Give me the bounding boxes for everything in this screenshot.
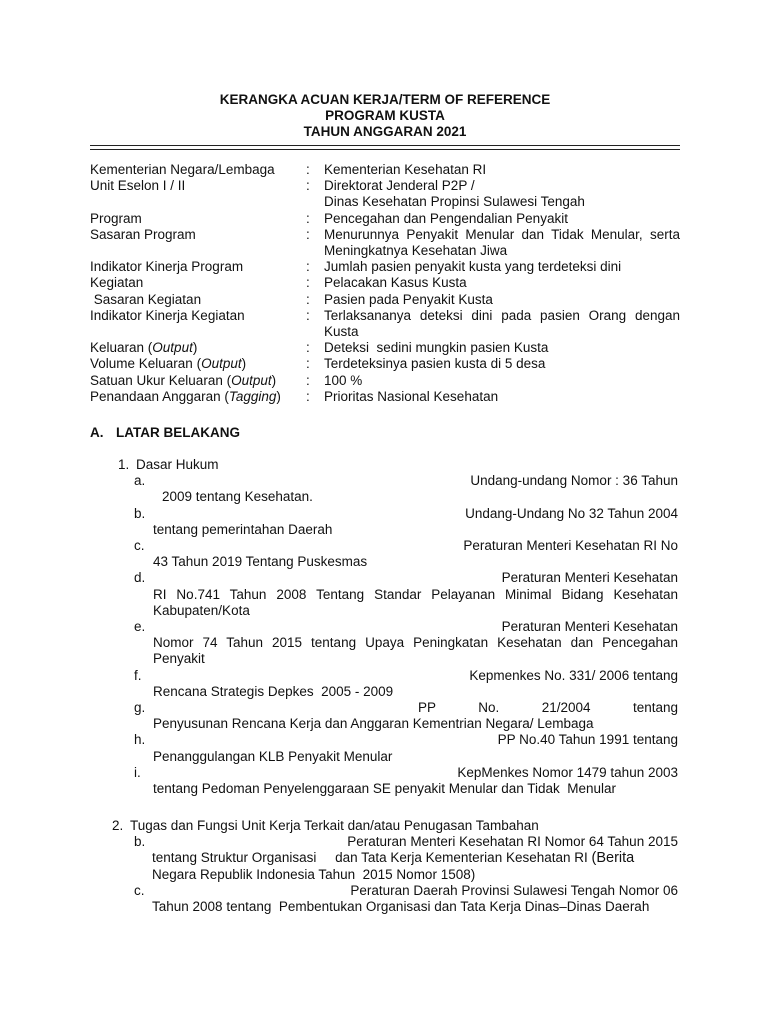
- info-label: [90, 340, 302, 356]
- subsection-number: 2.: [112, 818, 124, 833]
- list-item: [112, 883, 678, 915]
- item-continuation: Rencana Strategis Depkes 2005 - 2009: [153, 683, 394, 699]
- item-first-line: Peraturan Menteri Kesehatan RI Nomor 64 Tahun 2015: [347, 834, 678, 850]
- item-continuation: 2009 tentang Kesehatan.: [162, 489, 313, 505]
- info-row: [90, 389, 680, 405]
- info-value: Kementerian Kesehatan RI: [324, 162, 487, 177]
- label-italic: Output: [152, 340, 193, 356]
- info-colon: :: [306, 275, 310, 291]
- info-value: Terlaksananya deteksi dini pada pasien Orang dengan Kusta: [324, 307, 680, 340]
- info-colon: :: [306, 210, 310, 226]
- item-letter: e.: [134, 619, 146, 635]
- info-value: Prioritas Nasional Kesehatan: [324, 388, 499, 404]
- section-title: LATAR BELAKANG: [116, 425, 240, 440]
- info-row: [90, 340, 680, 356]
- info-row: [90, 373, 680, 389]
- list-item: [112, 834, 678, 883]
- info-value: Jumlah pasien penyakit kusta yang terdeteksi dini: [324, 259, 622, 275]
- label-text: Volume Keluaran (: [90, 356, 202, 372]
- info-colon: :: [306, 356, 310, 372]
- document-title: [80, 92, 690, 140]
- info-colon: :: [306, 340, 310, 356]
- info-row: [90, 275, 680, 291]
- item-letter: c.: [134, 538, 145, 554]
- subsection-title: Dasar Hukum: [136, 457, 219, 472]
- label-italic: Tagging: [228, 388, 277, 404]
- info-label: [90, 356, 302, 372]
- label-text: ): [271, 372, 277, 388]
- label-text: Keluaran (: [90, 340, 153, 356]
- item-first-line: Undang-Undang No 32 Tahun 2004: [465, 505, 678, 521]
- info-row: [90, 162, 680, 178]
- info-label: Kegiatan: [90, 275, 144, 291]
- info-colon: :: [306, 178, 310, 194]
- item-first-line: KepMenkes Nomor 1479 tahun 2003: [457, 764, 678, 780]
- info-colon: :: [306, 307, 310, 323]
- item-continuation: Penyusunan Rencana Kerja dan Anggaran Kementrian Negara/ Lembaga: [153, 716, 594, 732]
- info-label: Program: [90, 210, 142, 226]
- item-letter: h.: [134, 732, 146, 748]
- item-first-line: PP No. 21/2004 tentang: [418, 700, 678, 716]
- info-value: Menurunnya Penyakit Menular dan Tidak Menular, serta Meningkatnya Kesehatan Jiwa: [324, 226, 680, 259]
- list-item: [118, 473, 678, 505]
- list-item: [118, 765, 678, 797]
- item-letter: b.: [134, 505, 146, 521]
- info-row: [90, 292, 680, 308]
- dasar-hukum-list: [118, 457, 678, 797]
- item-continuation: Tahun 2008 tentang Pembentukan Organisasi dan Tata Kerja Dinas–Dinas Daerah: [152, 899, 650, 915]
- label-text: ): [241, 356, 247, 372]
- info-value: Pelacakan Kasus Kusta: [324, 275, 467, 291]
- subsection-number: 1.: [118, 457, 130, 472]
- item-text: tentang Struktur Organisasi dan Tata Kerja Kementerian Kesehatan RI: [152, 850, 592, 866]
- info-value: Terdeteksinya pasien kusta di 5 desa: [324, 356, 546, 372]
- info-label: Indikator Kinerja Program: [90, 259, 244, 275]
- section-heading-a: [90, 425, 240, 440]
- info-label: [90, 389, 302, 405]
- info-row: [90, 227, 680, 259]
- item-continuation: 43 Tahun 2019 Tentang Puskesmas: [153, 554, 368, 570]
- info-colon: :: [306, 291, 310, 307]
- info-label: Unit Eselon I / II: [90, 178, 186, 194]
- list-item: [118, 619, 678, 668]
- label-text: ): [276, 388, 281, 404]
- item-first-line: Peraturan Menteri Kesehatan: [501, 570, 678, 586]
- item-text: Negara Republik Indonesia Tahun 2015 Nomor 1508): [152, 866, 476, 882]
- info-value-line-2: Dinas Kesehatan Propinsi Sulawesi Tengah: [324, 194, 585, 210]
- tugas-fungsi-list: [112, 818, 678, 915]
- info-colon: :: [306, 162, 310, 177]
- item-letter: c.: [134, 882, 145, 898]
- list-item: [118, 538, 678, 570]
- info-value: Pasien pada Penyakit Kusta: [324, 291, 493, 307]
- info-value: Deteksi sedini mungkin pasien Kusta: [324, 340, 549, 356]
- item-letter: f.: [134, 667, 142, 683]
- item-continuation: tentang Pedoman Penyelenggaraan SE penyakit Menular dan Tidak Menular: [153, 781, 617, 797]
- subsection-heading: [112, 818, 678, 834]
- info-label: [90, 373, 302, 389]
- list-item: [118, 700, 678, 732]
- item-continuation: [112, 850, 678, 882]
- item-letter: b.: [134, 834, 146, 850]
- title-line-1: KERANGKA ACUAN KERJA/TERM OF REFERENCE: [219, 92, 551, 107]
- label-text: Penandaan Anggaran (: [90, 388, 229, 404]
- item-continuation: Nomor 74 Tahun 2015 tentang Upaya Peningkatan Kesehatan dan Pencegahan Penyakit: [153, 635, 678, 667]
- item-letter: g.: [134, 700, 146, 716]
- item-text: (Berita: [591, 850, 635, 867]
- label-italic: Output: [231, 372, 272, 388]
- info-value-line-1: Direktorat Jenderal P2P /: [324, 178, 475, 194]
- label-italic: Output: [201, 356, 242, 372]
- info-label: Kementerian Negara/Lembaga: [90, 162, 275, 177]
- info-row: [90, 308, 680, 340]
- item-first-line: Peraturan Menteri Kesehatan RI No: [463, 538, 678, 554]
- item-continuation: Penanggulangan KLB Penyakit Menular: [153, 748, 393, 764]
- title-line-2: PROGRAM KUSTA: [325, 108, 445, 123]
- info-label: Indikator Kinerja Kegiatan: [90, 307, 245, 323]
- item-letter: i.: [134, 764, 141, 780]
- item-first-line: Kepmenkes No. 331/ 2006 tentang: [469, 667, 678, 683]
- list-item: [118, 506, 678, 538]
- info-value: Pencegahan dan Pengendalian Penyakit: [324, 210, 568, 226]
- info-row: [90, 211, 680, 227]
- info-value: 100 %: [324, 372, 363, 388]
- item-continuation: RI No.741 Tahun 2008 Tentang Standar Pelayanan Minimal Bidang Kesehatan Kabupaten/Kota: [153, 586, 678, 618]
- info-label: Sasaran Kegiatan: [90, 291, 202, 307]
- title-line-3: TAHUN ANGGARAN 2021: [303, 124, 467, 139]
- list-item: [118, 570, 678, 619]
- info-row: [90, 259, 680, 275]
- item-first-line: Peraturan Daerah Provinsi Sulawesi Tengah Nomor 06: [350, 882, 678, 898]
- section-number: A.: [90, 425, 104, 440]
- list-item: [118, 732, 678, 764]
- item-first-line: Peraturan Menteri Kesehatan: [501, 619, 678, 635]
- item-letter: a.: [134, 473, 146, 489]
- item-first-line: Undang-undang Nomor : 36 Tahun: [470, 473, 678, 489]
- info-table: [90, 162, 680, 405]
- info-colon: :: [306, 259, 310, 275]
- label-text: Satuan Ukur Keluaran (: [90, 372, 232, 388]
- title-divider-top: [90, 145, 680, 146]
- title-divider-bottom: [90, 149, 680, 150]
- subsection-heading: [118, 457, 678, 473]
- item-first-line: PP No.40 Tahun 1991 tentang: [497, 732, 678, 748]
- subsection-title: Tugas dan Fungsi Unit Kerja Terkait dan/atau Penugasan Tambahan: [130, 818, 539, 833]
- info-value: [324, 178, 680, 210]
- item-letter: d.: [134, 570, 146, 586]
- info-row: [90, 356, 680, 372]
- info-label: Sasaran Program: [90, 226, 196, 242]
- info-colon: :: [306, 226, 310, 242]
- info-colon: :: [306, 388, 310, 404]
- info-colon: :: [306, 372, 310, 388]
- list-item: [118, 668, 678, 700]
- item-continuation: tentang pemerintahan Daerah: [153, 521, 333, 537]
- info-row: [90, 178, 680, 210]
- label-text: ): [192, 340, 198, 356]
